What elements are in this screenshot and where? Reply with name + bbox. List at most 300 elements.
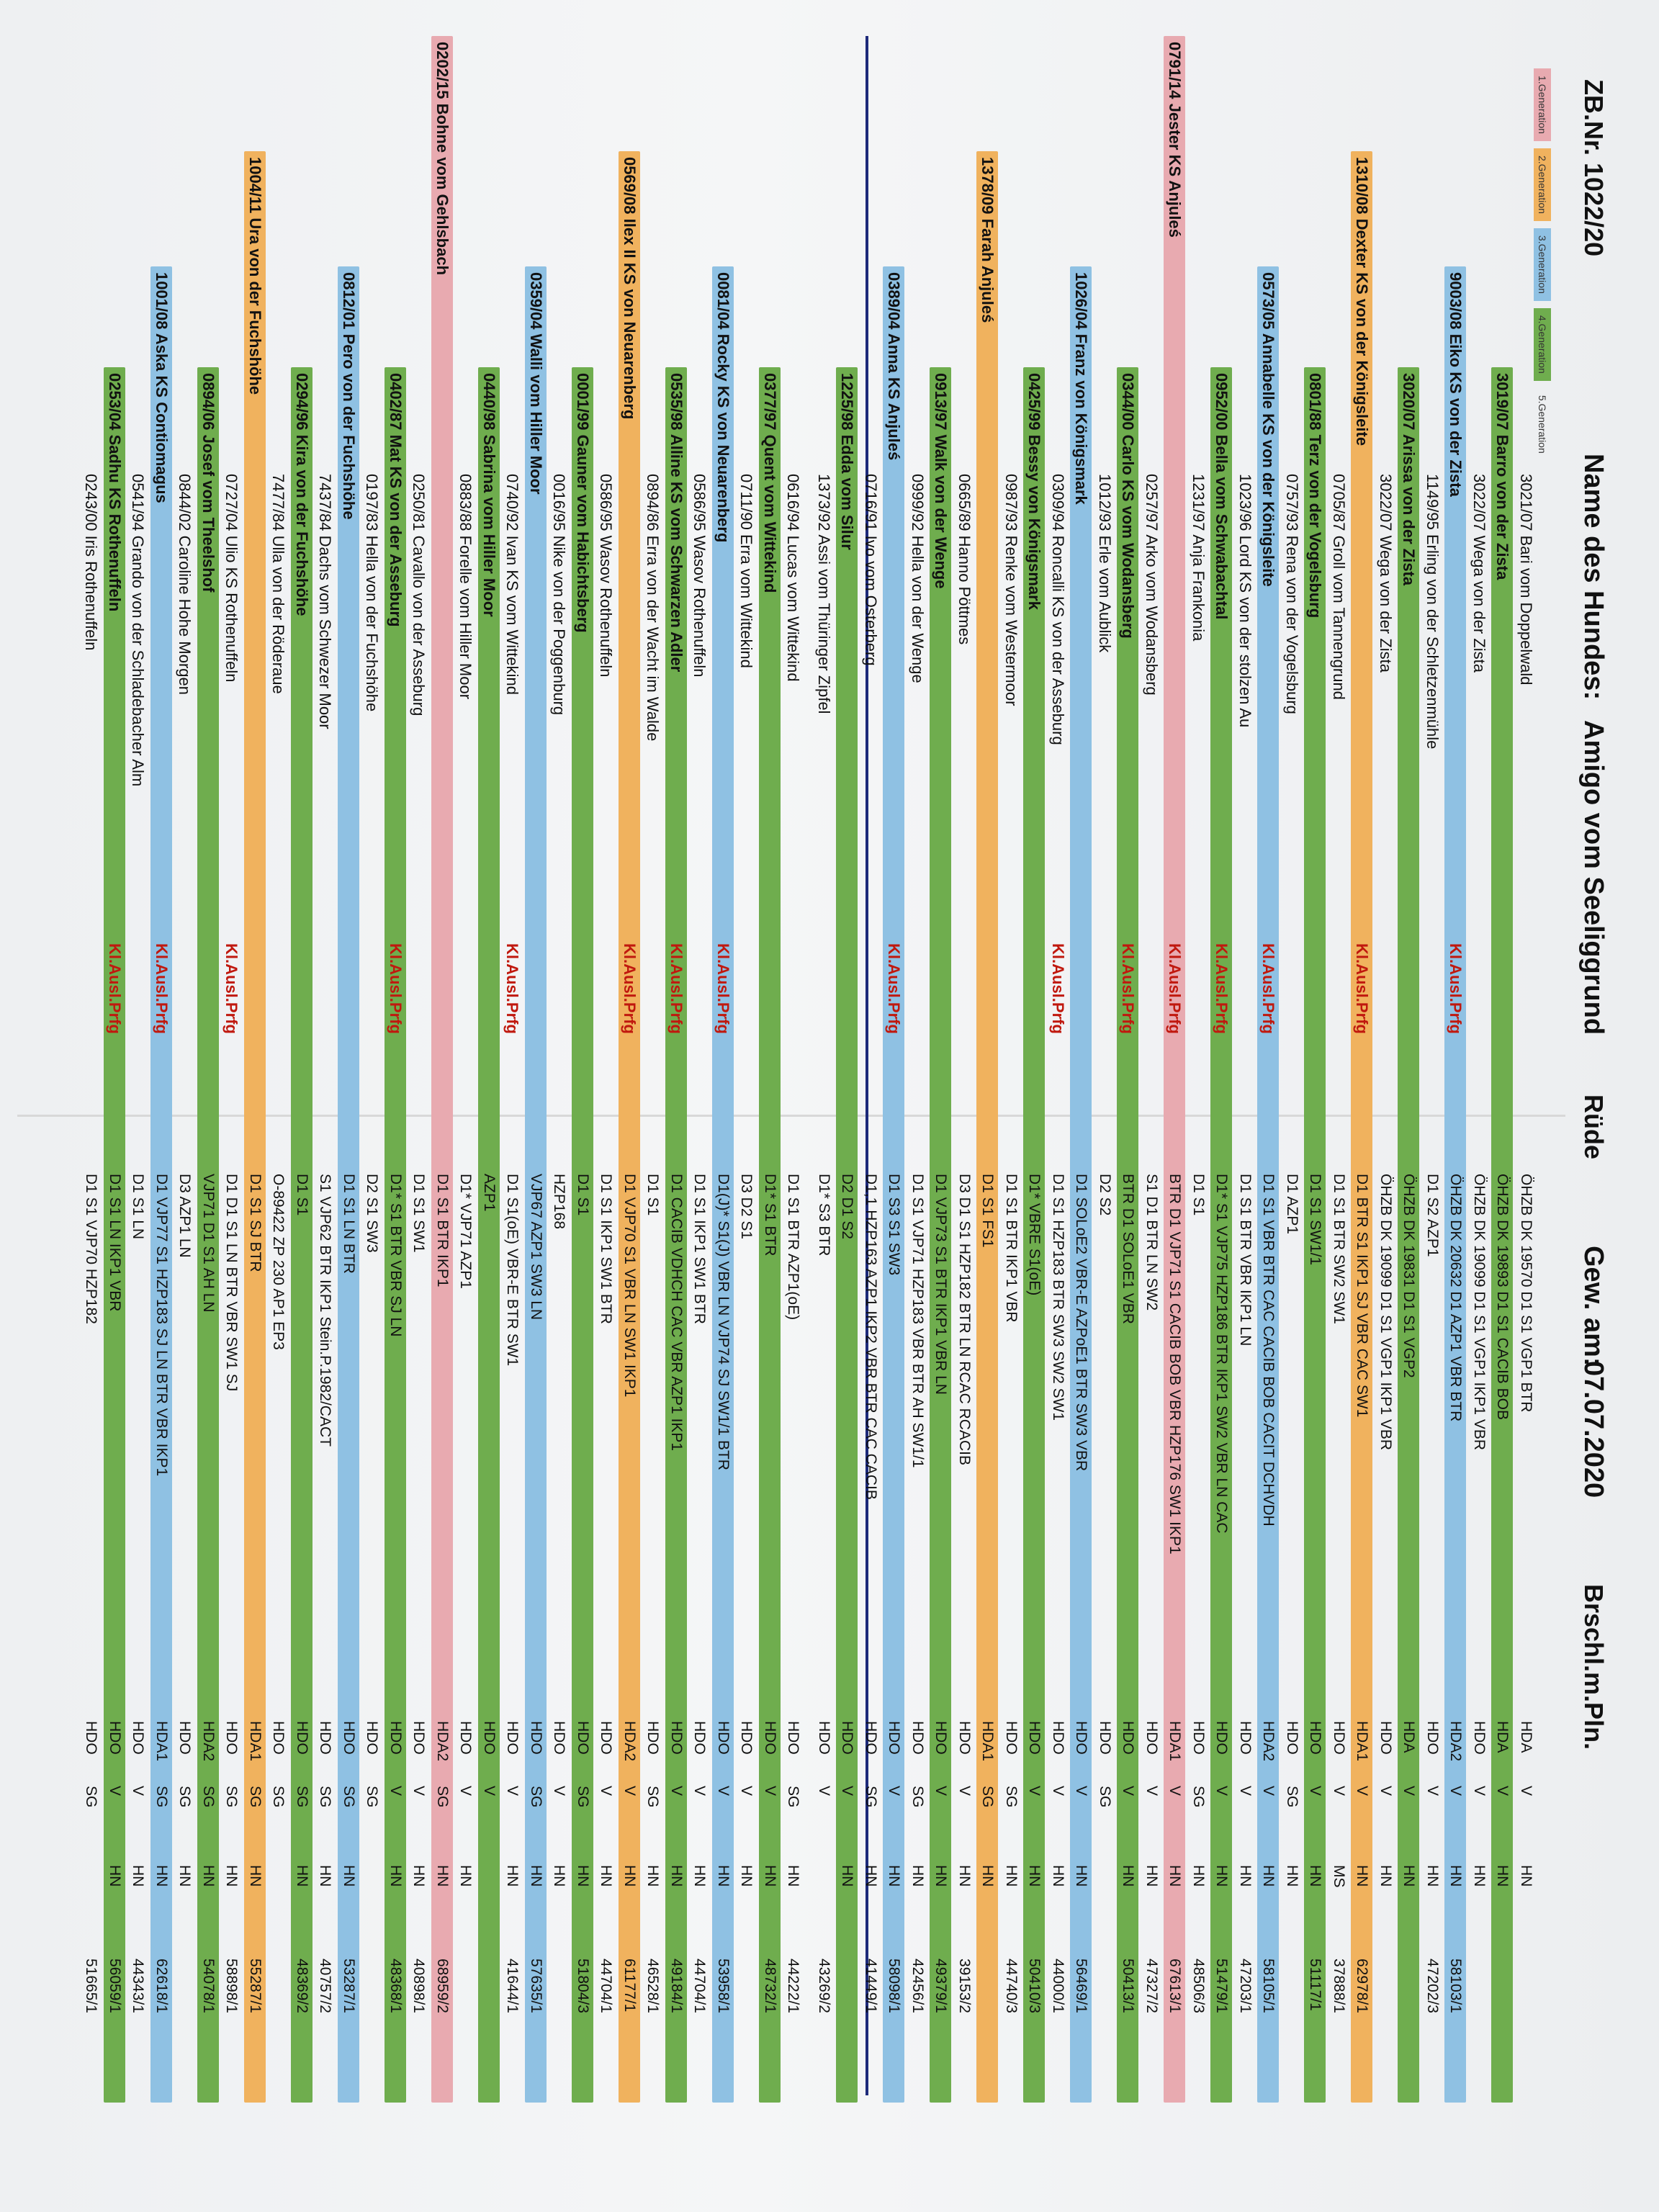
form-grade: V [1447, 1786, 1465, 1797]
temperament: HN [715, 1865, 732, 1887]
titles: O-89422 ZP 230 AP1 EP3 [270, 1174, 287, 1350]
hd-score: HDO [294, 1721, 310, 1755]
dog-entry-name: 1023/96 Lord KS von der stolzen Au [1236, 474, 1254, 728]
zb-ref: 68959/2 [434, 1959, 451, 2013]
form-grade: V [1471, 1786, 1488, 1797]
pedigree-row [1164, 36, 1186, 2103]
hd-score: HDO [644, 1721, 662, 1755]
dog-name-label: Name des Hundes: [1578, 454, 1609, 701]
form-grade: V [839, 1786, 856, 1797]
pedigree-row [930, 367, 952, 2103]
zb-ref: 56059/1 [107, 1959, 123, 2013]
dog-entry-name: 0586/95 Wasov Rothenuffeln [691, 474, 709, 678]
form-grade: SG [341, 1786, 357, 1808]
dog-entry-name: 0740/92 Ivan KS vom Wittekind [503, 474, 522, 695]
titles: D1 S1 BTR IKP1 VBR [1003, 1174, 1020, 1323]
titles: D1* S3 BTR [816, 1174, 832, 1256]
titles: VJP67 AZP1 SW3 LN [528, 1174, 544, 1321]
hd-score: HDO [816, 1721, 832, 1755]
dog-entry-name: 0001/99 Gauner vom Habichtsberg [574, 373, 592, 633]
titles: D1 S1 SW1 [410, 1174, 428, 1253]
pedigree-row [221, 468, 243, 2103]
titles: D1 VJP70 S1 VBR LN SW1 IKP1 [621, 1174, 638, 1398]
titles: D1 S1 [644, 1174, 662, 1216]
temperament: HN [1120, 1865, 1137, 1887]
form-grade: SG [1097, 1786, 1113, 1808]
hd-score: HDA1 [1354, 1721, 1371, 1762]
dog-entry-name: 0243/00 Iris Rothenuffeln [82, 474, 101, 651]
dog-entry-name: 0377/97 Quent vom Wittekind [761, 373, 779, 593]
temperament: HN [1237, 1865, 1254, 1887]
dog-entry-name: 0389/04 Anna KS Anjuleś [885, 272, 904, 461]
pedigree-row [736, 468, 757, 2103]
dog-entry-name: 1012/93 Erle vom Aublick [1096, 474, 1114, 653]
titles: D1 S1 VBR BTR CAC CACIB BOB CACIT DCHVDH [1260, 1174, 1277, 1527]
titles: D1 S1 VJP71 HZP183 VBR BTR AH SW1/1 [909, 1174, 926, 1468]
zb-ref: 41449/1 [863, 1959, 879, 2013]
hd-score: HDA2 [200, 1721, 217, 1762]
dog-entry-name: 0573/05 Annabelle KS von der Königsleite [1259, 272, 1278, 587]
dog-entry-name: 3021/07 Bari vom Doppelwald [1517, 474, 1535, 685]
pedigree-row [385, 367, 406, 2103]
dog-entry-name: 0359/04 Walli vom Hiller Moor [527, 272, 545, 495]
pedigree-row [884, 266, 905, 2103]
titles: D2 S2 [1097, 1174, 1113, 1216]
temperament: HN [387, 1865, 404, 1887]
temperament: HN [1518, 1865, 1534, 1887]
pedigree-row [1141, 468, 1162, 2103]
dog-entry-name: 0309/94 Roncalli KS von der Asseburg [1049, 474, 1067, 745]
pedigree-row [338, 266, 359, 2103]
dog-entry-name: 0586/95 Wasov Rothenuffeln [597, 474, 616, 678]
dog-entry-name: 0913/97 Walk von der Wenge [932, 373, 950, 589]
titles: D1 S1 LN BTR [341, 1174, 357, 1274]
zb-ref: 54078/1 [200, 1959, 217, 2013]
form-grade: SG [785, 1786, 802, 1808]
zb-ref: 49379/1 [932, 1959, 950, 2013]
temperament: HN [1401, 1865, 1418, 1887]
zb-ref: 42456/1 [909, 1959, 926, 2013]
hd-score: HDO [909, 1721, 926, 1755]
hd-score: HDO [668, 1721, 685, 1755]
temperament: HN [1073, 1865, 1090, 1887]
titles: D1 S1 LN [130, 1174, 147, 1240]
temperament: HN [1284, 1865, 1300, 1887]
dog-entry-name: 0791/14 Jester KS Anjuleś [1166, 42, 1184, 238]
hd-score: HDO [715, 1721, 732, 1755]
pedigree-row [1281, 468, 1303, 2103]
form-grade: V [1494, 1786, 1511, 1797]
pedigree-row [1000, 468, 1022, 2103]
hd-score: HDA2 [621, 1721, 638, 1762]
form-grade: V [668, 1786, 685, 1797]
pedigree-row [572, 367, 593, 2103]
pedigree-row [455, 468, 477, 2103]
titles: D1 S3 S1 SW3 [886, 1174, 903, 1276]
titles: D1 S1 SJ BTR [247, 1174, 264, 1272]
temperament: HN [644, 1865, 662, 1887]
hd-score: HDO [130, 1721, 147, 1755]
dog-entry-name: 0952/00 Bella vom Schwabachtal [1213, 373, 1231, 620]
hd-score: HDO [1050, 1721, 1066, 1755]
zb-ref: 51479/1 [1213, 1959, 1231, 2013]
dog-entry-name: 0727/04 Ulio KS Rothenuffeln [222, 474, 241, 683]
form-grade: V [598, 1786, 615, 1797]
temperament: HN [200, 1865, 217, 1887]
form-grade: SG [863, 1786, 879, 1808]
hd-score: HDO [785, 1721, 802, 1755]
ausl-prfg-mark: Kl.Ausl.Prfg [1447, 943, 1465, 1034]
form-grade: V [1518, 1786, 1534, 1797]
zb-ref: 44000/1 [1050, 1959, 1066, 2013]
sex-label: Rüde [1579, 1094, 1609, 1159]
temperament: HN [785, 1865, 802, 1887]
titles: D1 S1 IKP1 SW1 BTR [691, 1174, 709, 1324]
temperament: HN [1003, 1865, 1020, 1887]
temperament: HN [1166, 1865, 1184, 1887]
ausl-prfg-mark: Kl.Ausl.Prfg [106, 943, 124, 1034]
pedigree-row [431, 36, 453, 2103]
pedigree-row [1375, 468, 1396, 2103]
temperament: HN [668, 1865, 685, 1887]
hd-score: HDA2 [1447, 1721, 1465, 1762]
ausl-prfg-mark: Kl.Ausl.Prfg [1119, 943, 1138, 1034]
zb-ref: 51665/1 [83, 1959, 100, 2013]
temperament: HN [598, 1865, 615, 1887]
legend-item: 3.Generation [1534, 228, 1551, 301]
pedigree-row [759, 367, 781, 2103]
hd-score: HDA2 [1260, 1721, 1277, 1762]
form-grade: V [481, 1786, 498, 1797]
hd-score: HDO [270, 1721, 287, 1755]
zb-ref: 47327/2 [1143, 1959, 1160, 2013]
zb-ref: 49184/1 [668, 1959, 685, 2013]
titles: D1 S1 VJP70 HZP182 [83, 1174, 100, 1324]
form-grade: SG [317, 1786, 334, 1808]
pedigree-row [174, 468, 196, 2103]
pedigree-row [1305, 367, 1326, 2103]
pedigree-row [689, 468, 711, 2103]
hd-score: HDO [691, 1721, 709, 1755]
hd-score: HDO [1237, 1721, 1254, 1755]
ausl-prfg-mark: Kl.Ausl.Prfg [387, 943, 405, 1034]
hd-score: HDO [387, 1721, 404, 1755]
temperament: HN [863, 1865, 879, 1887]
titles: D1 VJP77 S1 HZP183 SJ LN BTR VBR IKP1 [153, 1174, 170, 1477]
form-grade: V [886, 1786, 903, 1797]
hd-score: HDO [317, 1721, 334, 1755]
pedigree-row [127, 468, 149, 2103]
zb-ref: 40757/2 [317, 1959, 334, 2013]
titles: BTR D1 VJP71 S1 CACIB BOB VBR HZP176 SW1 IKP1 [1166, 1174, 1184, 1555]
pedigree-row [1352, 151, 1373, 2103]
pedigree-row [837, 367, 858, 2103]
titles: D1* VJP71 AZP1 [457, 1174, 475, 1289]
zb-ref: 48369/2 [294, 1959, 310, 2013]
dog-entry-name: 0999/92 Hella von der Wenge [909, 474, 927, 683]
dog-entry-name: 1026/04 Franz von Königsmark [1072, 272, 1091, 505]
temperament: HN [1494, 1865, 1511, 1887]
hd-score: HDO [341, 1721, 357, 1755]
zb-ref: 44343/1 [130, 1959, 147, 2013]
dog-entry-name: 1149/95 Erling von der Schletzenmühle [1424, 474, 1442, 750]
temperament: HN [223, 1865, 240, 1887]
pedigree-row [1047, 468, 1069, 2103]
form-grade: SG [528, 1786, 544, 1808]
whelp-date: 07.07.2020 [1578, 1361, 1609, 1498]
titles: VJP71 D1 S1 AH LN [200, 1174, 217, 1313]
form-grade: V [107, 1786, 123, 1797]
pedigree-row [408, 468, 430, 2103]
pedigree-row [244, 151, 266, 2103]
pedigree-row [1421, 468, 1443, 2103]
ausl-prfg-mark: Kl.Ausl.Prfg [1259, 943, 1278, 1034]
pedigree-row [813, 468, 835, 2103]
temperament: HN [1307, 1865, 1324, 1887]
hd-score: HDO [457, 1721, 475, 1755]
zb-ref: 62978/1 [1354, 1959, 1371, 2013]
dog-entry-name: 1004/11 Ura von der Fuchshöhe [246, 157, 264, 395]
titles: S1 VJP62 BTR IKP1 Stein.P.1982/CACT [317, 1174, 334, 1447]
dog-entry-name: 0894/06 Josef vom Theelshof [199, 373, 217, 593]
dog-entry-name: 3019/07 Barro von der Zista [1493, 373, 1512, 580]
hd-score: HDA [1401, 1721, 1418, 1753]
pedigree-row [1094, 468, 1115, 2103]
ausl-prfg-mark: Kl.Ausl.Prfg [153, 943, 171, 1034]
form-grade: V [551, 1786, 568, 1797]
temperament: HN [691, 1865, 709, 1887]
form-grade: V [932, 1786, 950, 1797]
form-grade: SG [1284, 1786, 1300, 1808]
zb-ref: 48732/1 [762, 1959, 778, 2013]
zb-ref: 44704/1 [598, 1959, 615, 2013]
pedigree-row [860, 468, 881, 2103]
temperament: HN [176, 1865, 194, 1887]
dog-entry-name: 0344/00 Carlo KS vom Wodansberg [1119, 373, 1138, 639]
zb-ref: 41644/1 [504, 1959, 521, 2013]
titles: D1,1 HZP163 AZP1 IKP2 VBR BTR CAC CACIB [863, 1174, 879, 1500]
titles: D2 S1 SW3 [364, 1174, 381, 1253]
dog-entry-name: 0844/02 Caroline Hohe Morgen [176, 474, 194, 695]
form-grade: V [1377, 1786, 1394, 1797]
temperament: HN [1026, 1865, 1043, 1887]
dog-entry-name: 0705/87 Groll vom Tannengrund [1330, 474, 1348, 700]
temperament: HN [317, 1865, 334, 1887]
dog-entry-name: 0987/93 Renke vom Westermoor [1002, 474, 1020, 706]
form-grade: SG [364, 1786, 381, 1808]
ausl-prfg-mark: Kl.Ausl.Prfg [503, 943, 522, 1034]
dog-entry-name: 3020/07 Arissa von der Zista [1400, 373, 1419, 586]
hd-score: HDA2 [434, 1721, 451, 1762]
form-grade: SG [575, 1786, 591, 1808]
hd-score: HDO [176, 1721, 194, 1755]
dog-entry-name: 3022/07 Wega von der Zista [1470, 474, 1488, 673]
ausl-prfg-mark: Kl.Ausl.Prfg [222, 943, 241, 1034]
titles: D1 S1 BTR SW2 SW1 [1331, 1174, 1347, 1324]
pedigree-row [197, 367, 219, 2103]
form-grade: SG [909, 1786, 926, 1808]
hd-score: HDO [364, 1721, 381, 1755]
zb-ref: 58105/1 [1260, 1959, 1277, 2013]
pedigree-row [1445, 266, 1467, 2103]
dog-entry-name: 1225/98 Edda vom Silur [838, 373, 857, 550]
temperament: HN [762, 1865, 778, 1887]
legend-item: 5.Generation [1537, 395, 1548, 454]
temperament: HN [130, 1865, 147, 1887]
hd-score: HDA1 [153, 1721, 170, 1762]
form-grade: V [621, 1786, 638, 1797]
form-grade: V [457, 1786, 475, 1797]
form-grade: SG [200, 1786, 217, 1808]
dog-entry-name: 0541/94 Grando von der Schladebacher Alm [129, 474, 148, 787]
zb-ref: 57635/1 [528, 1959, 544, 2013]
titles: D1 SOLoE2 VBR-E AZPoE1 BTR SW3 VBR [1073, 1174, 1090, 1472]
ausl-prfg-mark: Kl.Ausl.Prfg [1353, 943, 1372, 1034]
pedigree-row [549, 468, 570, 2103]
pedigree-row [1118, 367, 1139, 2103]
temperament: HN [457, 1865, 475, 1887]
dog-entry-name: 0016/95 Nike von der Poggenburg [550, 474, 569, 716]
whelp-date-label: Gew. am: [1578, 1246, 1609, 1367]
pedigree-row [315, 468, 336, 2103]
titles: D1* S1 BTR [762, 1174, 778, 1256]
pedigree-row [150, 266, 172, 2103]
hd-score: HDO [738, 1721, 755, 1755]
hd-score: HDO [1377, 1721, 1394, 1755]
temperament: HN [341, 1865, 357, 1887]
dog-entry-name: 0894/86 Erra von der Wacht im Walde [644, 474, 662, 742]
form-grade: V [1073, 1786, 1090, 1797]
zb-ref: 37888/1 [1331, 1959, 1347, 2013]
zb-ref: 44740/3 [1003, 1959, 1020, 2013]
form-grade: SG [223, 1786, 240, 1808]
hd-score: HDO [762, 1721, 778, 1755]
titles: D1 D1 S1 LN BTR VBR SW1 SJ [223, 1174, 240, 1392]
form-grade: SG [294, 1786, 310, 1808]
dog-entry-name: 0535/98 Alline KS vom Schwarzen Adler [667, 373, 685, 673]
titles: D1 S1 SW1/1 [1307, 1174, 1324, 1266]
titles: D1 S1 HZP183 BTR SW3 SW2 SW1 [1050, 1174, 1066, 1421]
zb-ref: 40898/1 [410, 1959, 428, 2013]
titles: D3 AZP1 LN [176, 1174, 194, 1258]
pedigree-row [1398, 367, 1420, 2103]
titles: D1 S1(oE) VBR-E BTR SW1 [504, 1174, 521, 1367]
dog-entry-name: 9003/08 Eiko KS von der Zista [1447, 272, 1465, 497]
temperament: HN [1447, 1865, 1465, 1887]
form-grade: V [715, 1786, 732, 1797]
dog-entry-name: 1001/08 Aska KS Contiomagus [153, 272, 171, 503]
form-grade: V [1026, 1786, 1043, 1797]
zb-ref: 48506/3 [1190, 1959, 1207, 2013]
dog-entry-name: 0812/01 Pero von der Fuchshöhe [340, 272, 358, 520]
pedigree-row [478, 367, 500, 2103]
dog-entry-name: 0716/91 Ivo vom Osterberg [862, 474, 880, 666]
zb-ref: 47203/1 [1237, 1959, 1254, 2013]
hd-score: HDO [1424, 1721, 1441, 1755]
zb-ref: 58898/1 [223, 1959, 240, 2013]
dog-entry-name: 0402/87 Mat KS von der Asseburg [387, 373, 405, 627]
hd-score: HDO [1190, 1721, 1207, 1755]
form-grade: V [1213, 1786, 1231, 1797]
zb-ref: 55287/1 [247, 1959, 264, 2013]
form-grade: SG [153, 1786, 170, 1808]
hd-score: HDO [223, 1721, 240, 1755]
temperament: HN [886, 1865, 903, 1887]
hd-score: HDO [886, 1721, 903, 1755]
pedigree-row [1071, 266, 1092, 2103]
form-grade: SG [270, 1786, 287, 1808]
pedigree-row [1468, 468, 1490, 2103]
ausl-prfg-mark: Kl.Ausl.Prfg [1166, 943, 1184, 1034]
form-grade: V [1166, 1786, 1184, 1797]
pedigree-row [104, 367, 125, 2103]
form-grade: V [1331, 1786, 1347, 1797]
form-grade: V [691, 1786, 709, 1797]
pedigree-row [619, 151, 640, 2103]
pedigree-row [291, 367, 313, 2103]
hd-score: HDO [863, 1721, 879, 1755]
pedigree-row [268, 468, 289, 2103]
temperament: HN [1354, 1865, 1371, 1887]
dog-entry-name: 7477/84 Ulla von der Röderaue [269, 474, 288, 694]
form-grade: V [1401, 1786, 1418, 1797]
zb-ref: 58098/1 [886, 1959, 903, 2013]
hd-score: HDO [1097, 1721, 1113, 1755]
dog-entry-name: 0081/04 Rocky KS von Neuarenberg [714, 272, 732, 543]
titles: D1 S1 [575, 1174, 591, 1216]
titles: D1* S1 VJP75 HZP186 BTR IKP1 SW2 VBR LN CAC [1213, 1174, 1231, 1534]
pedigree-row [712, 266, 734, 2103]
titles: ÖHZB DK 19099 D1 S1 VGP1 IKP1 VBR [1377, 1174, 1394, 1451]
zb-ref: 62618/1 [153, 1959, 170, 2013]
titles: S1 D1 BTR LN SW2 [1143, 1174, 1160, 1311]
titles: AZP1 [481, 1174, 498, 1212]
dog-entry-name: 0757/93 Rena von der Vogelsburg [1283, 474, 1301, 714]
titles: D3 D2 S1 [738, 1174, 755, 1240]
hd-score: HDA1 [979, 1721, 997, 1762]
form-grade: SG [644, 1786, 662, 1808]
titles: ÖHZB DK 19570 D1 S1 VGP1 BTR [1518, 1174, 1534, 1413]
hd-score: HDO [528, 1721, 544, 1755]
pedigree-row [783, 468, 804, 2103]
hd-score: HDO [410, 1721, 428, 1755]
hd-score: HDO [1471, 1721, 1488, 1755]
ausl-prfg-mark: Kl.Ausl.Prfg [1049, 943, 1067, 1034]
form-grade: V [1050, 1786, 1066, 1797]
ausl-prfg-mark: Kl.Ausl.Prfg [667, 943, 685, 1034]
temperament: HN [979, 1865, 997, 1887]
dog-entry-name: 0801/88 Terz von der Vogelsburg [1306, 373, 1325, 619]
pedigree-row [361, 468, 383, 2103]
temperament: HN [434, 1865, 451, 1887]
dog-entry-name: 3022/07 Wega von der Zista [1377, 474, 1395, 673]
pedigree-row [525, 266, 547, 2103]
hd-score: HDO [932, 1721, 950, 1755]
zb-ref: 51117/1 [1307, 1959, 1324, 2011]
zb-ref: 50413/1 [1120, 1959, 1137, 2013]
titles: D1 S1 [294, 1174, 310, 1216]
form-grade: V [816, 1786, 832, 1797]
temperament: HN [153, 1865, 170, 1887]
zb-ref: 44704/1 [691, 1959, 709, 2013]
dog-entry-name: 1231/97 Anja Frankonia [1190, 474, 1208, 642]
titles: D1* S1 BTR VBR SJ LN [387, 1174, 404, 1337]
temperament: HN [621, 1865, 638, 1887]
ausl-prfg-mark: Kl.Ausl.Prfg [885, 943, 904, 1034]
form-grade: V [1424, 1786, 1441, 1797]
titles: ÖHZB DK 19893 D1 S1 CACIB BOB [1494, 1174, 1511, 1420]
zb-ref: 53287/1 [341, 1959, 357, 2013]
